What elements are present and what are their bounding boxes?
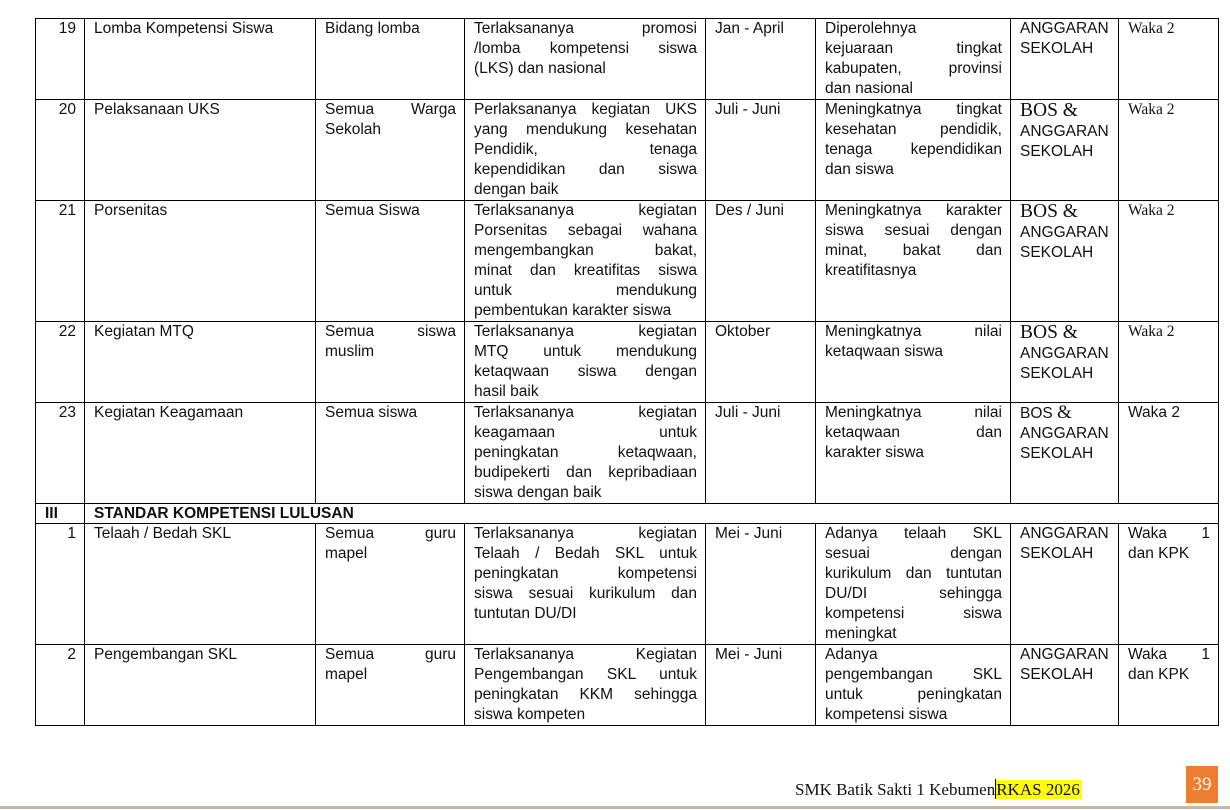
funding-line: SEKOLAH [1020,244,1094,261]
result-line: minat, bakat dan [825,242,1002,259]
indicator-line: siswa dengan baik [474,484,602,501]
indicator-cell [465,645,706,726]
row-number: 19 [36,19,85,100]
result-line: dan siswa [825,161,894,178]
funding-bos: BOS & [1020,201,1078,222]
result-line: Diperolehnya [825,20,917,37]
indicator-line: dengan baik [474,181,559,198]
result-line: Meningkatnya nilai [825,323,1002,340]
page-footer [795,779,1082,800]
result-cell [816,322,1011,403]
target-cell [316,645,465,726]
indicator-line: ketaqwaan siswa dengan [474,363,697,380]
funding-line: SEKOLAH [1020,445,1094,462]
section-title: STANDAR KOMPETENSI LULUSAN [85,504,1219,524]
indicator-line: minat dan kreatifitas siswa [474,262,697,279]
row-number: 20 [36,100,85,201]
indicator-line: hasil baik [474,383,539,400]
table-row [36,645,1219,726]
result-line: Meningkatnya karakter [825,202,1002,219]
funding-line: ANGGARAN [1020,345,1109,362]
result-cell [816,201,1011,322]
indicator-line: Terlaksananya promosi [474,20,697,37]
section-row [36,504,1219,524]
funding-bos-text: BOS & [1020,402,1072,423]
table-row [36,100,1219,201]
indicator-line: MTQ untuk mendukung [474,343,697,360]
funding-cell [1011,100,1119,201]
result-line: meningkat [825,625,897,642]
target-line: Bidang lomba [325,20,420,37]
target-cell [316,201,465,322]
time-cell: Mei - Juni [706,645,816,726]
target-line: mapel [325,545,368,562]
result-line: kurikulum dan tuntutan [825,565,1002,582]
funding-cell [1011,19,1119,100]
indicator-cell [465,403,706,504]
bottom-divider [0,806,1230,809]
indicator-line: Terlaksananya kegiatan [474,202,697,219]
activity-name: Pelaksanaan UKS [85,100,316,201]
target-line: Semua guru [325,646,456,663]
activity-name: Kegiatan MTQ [85,322,316,403]
funding-line: ANGGARAN [1020,425,1109,442]
indicator-cell [465,524,706,645]
time-cell: Jan - April [706,19,816,100]
indicator-line: (LKS) dan nasional [474,60,606,77]
result-line: pengembangan SKL [825,666,1002,683]
table-row [36,19,1219,100]
indicator-cell [465,201,706,322]
row-number: 23 [36,403,85,504]
target-cell [316,100,465,201]
time-cell: Juli - Juni [706,100,816,201]
activity-name: Kegiatan Keagamaan [85,403,316,504]
row-number: 22 [36,322,85,403]
activity-name: Porsenitas [85,201,316,322]
pic-cell: Waka 2 [1119,322,1219,403]
indicator-line: tuntutan DU/DI [474,605,577,622]
result-line: ketaqwaan dan [825,424,1002,441]
pic-line: Waka 1 [1128,646,1210,663]
indicator-line: kependidikan dan siswa [474,161,697,178]
indicator-cell [465,100,706,201]
pic-line: Waka 1 [1128,525,1210,542]
result-line: Meningkatnya nilai [825,404,1002,421]
table-row [36,322,1219,403]
indicator-line: Terlaksananya kegiatan [474,323,697,340]
result-line: kompetensi siswa [825,605,1002,622]
time-cell: Des / Juni [706,201,816,322]
pic-cell [1119,524,1219,645]
indicator-line: mengembangkan bakat, [474,242,697,259]
funding-cell [1011,403,1119,504]
indicator-line: Terlaksananya kegiatan [474,404,697,421]
indicator-line: Telaah / Bedah SKL untuk [474,545,697,562]
target-line: Semua siswa [325,404,418,421]
funding-cell [1011,524,1119,645]
result-line: Meningkatnya tingkat [825,101,1002,118]
indicator-line: Porsenitas sebagai wahana [474,222,697,239]
funding-bos: BOS & [1020,100,1078,121]
result-line: untuk peningkatan [825,686,1002,703]
result-cell [816,19,1011,100]
funding-line: ANGGARAN [1020,224,1109,241]
pic-cell: Waka 2 [1119,403,1219,504]
funding-line: SEKOLAH [1020,40,1094,57]
result-line: ketaqwaan siswa [825,343,944,360]
result-line: tenaga kependidikan [825,141,1002,158]
funding-line: ANGGARAN [1020,646,1109,663]
result-cell [816,100,1011,201]
result-line: kesehatan pendidik, [825,121,1002,138]
result-line: kreatifitasnya [825,262,917,279]
row-number: 21 [36,201,85,322]
result-line: kabupaten, provinsi [825,60,1002,77]
indicator-line: yang mendukung kesehatan [474,121,697,138]
indicator-line: siswa kompeten [474,706,586,723]
indicator-line: peningkatan KKM sehingga [474,686,697,703]
funding-line: SEKOLAH [1020,666,1094,683]
time-cell: Oktober [706,322,816,403]
target-line: mapel [325,666,368,683]
indicator-line: Terlaksananya kegiatan [474,525,697,542]
result-line: sesuai dengan [825,545,1002,562]
result-cell [816,403,1011,504]
funding-line: SEKOLAH [1020,545,1094,562]
result-line: kejuaraan tingkat [825,40,1002,57]
funding-cell [1011,645,1119,726]
indicator-line: peningkatan ketaqwaan, [474,444,697,461]
funding-bos [1020,403,1110,424]
result-cell [816,645,1011,726]
funding-line: ANGGARAN [1020,525,1109,542]
time-cell: Juli - Juni [706,403,816,504]
result-cell [816,524,1011,645]
funding-line: SEKOLAH [1020,143,1094,160]
pic-cell [1119,645,1219,726]
table-row [36,403,1219,504]
target-cell [316,524,465,645]
pic-line: dan KPK [1128,545,1190,562]
indicator-line: Pendidik, tenaga [474,141,697,158]
indicator-cell [465,322,706,403]
indicator-line: keagamaan untuk [474,424,697,441]
page-number: 39 [1186,766,1218,803]
result-line: dan nasional [825,80,913,97]
funding-bos: BOS & [1020,322,1078,343]
activity-name: Pengembangan SKL [85,645,316,726]
indicator-line: budipekerti dan kepribadiaan [474,464,697,481]
target-line: Semua siswa [325,323,456,340]
indicator-line: untuk mendukung [474,282,697,299]
target-line: Semua guru [325,525,456,542]
result-line: kompetensi siswa [825,706,948,723]
activity-name: Lomba Kompetensi Siswa [85,19,316,100]
pic-cell: Waka 2 [1119,100,1219,201]
table-row [36,524,1219,645]
indicator-line: Perlaksananya kegiatan UKS [474,101,697,118]
footer-school: SMK Batik Sakti 1 Kebumen [795,780,996,799]
target-line: Semua Siswa [325,202,420,219]
indicator-line: Pengembangan SKL untuk [474,666,697,683]
table-row [36,201,1219,322]
row-number: 1 [36,524,85,645]
result-line: Adanya telaah SKL [825,525,1002,542]
activity-name: Telaah / Bedah SKL [85,524,316,645]
indicator-line: siswa sesuai kurikulum dan [474,585,697,602]
footer-doc-title: RKAS 2026 [996,780,1080,799]
result-line: DU/DI sehingga [825,585,1002,602]
time-cell: Mei - Juni [706,524,816,645]
indicator-line: Terlaksananya Kegiatan [474,646,697,663]
result-line: siswa sesuai dengan [825,222,1002,239]
indicator-line: peningkatan kompetensi [474,565,697,582]
target-line: muslim [325,343,375,360]
funding-cell [1011,322,1119,403]
section-number: III [36,504,85,524]
pic-cell: Waka 2 [1119,19,1219,100]
result-line: Adanya [825,646,878,663]
funding-line: ANGGARAN [1020,20,1109,37]
indicator-line: pembentukan karakter siswa [474,302,672,319]
row-number: 2 [36,645,85,726]
pic-cell: Waka 2 [1119,201,1219,322]
funding-cell [1011,201,1119,322]
target-cell [316,403,465,504]
indicator-cell [465,19,706,100]
target-line: Sekolah [325,121,382,138]
rkas-table [35,18,1219,726]
indicator-line: /lomba kompetensi siswa [474,40,697,57]
funding-line: ANGGARAN [1020,123,1109,140]
pic-line: dan KPK [1128,666,1190,683]
target-line: Semua Warga [325,101,456,118]
funding-line: SEKOLAH [1020,365,1094,382]
target-cell [316,322,465,403]
result-line: karakter siswa [825,444,925,461]
target-cell [316,19,465,100]
